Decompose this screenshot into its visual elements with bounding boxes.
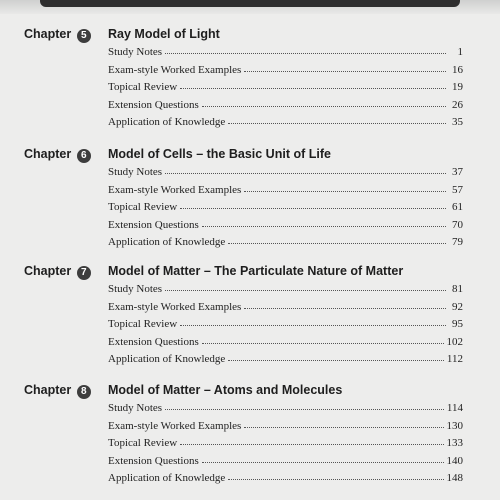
dot-leader xyxy=(228,123,446,124)
chapter-number-badge: 8 xyxy=(77,385,91,399)
chapter-label xyxy=(24,263,91,280)
toc-entry-page: 19 xyxy=(452,81,463,93)
dot-leader xyxy=(165,53,446,54)
chapter-label xyxy=(24,382,91,399)
chapter-number-badge: 7 xyxy=(77,266,91,280)
toc-entry-label: Application of Knowledge xyxy=(108,116,226,128)
toc-entry-label: Application of Knowledge xyxy=(108,353,226,365)
toc-entry-page: 140 xyxy=(446,454,463,467)
toc-entry-label: Extension Questions xyxy=(108,335,199,348)
toc-entry[interactable] xyxy=(108,453,463,471)
toc-entry[interactable] xyxy=(108,470,463,488)
toc-entry-label: Topical Review xyxy=(108,437,178,449)
dot-leader xyxy=(165,290,446,291)
toc-entry-page: 81 xyxy=(452,283,463,295)
dot-leader xyxy=(165,409,444,410)
toc-entry-page: 61 xyxy=(452,201,463,213)
dot-leader xyxy=(244,308,446,309)
toc-entry[interactable] xyxy=(108,400,463,418)
dot-leader xyxy=(165,173,446,174)
toc-entry-label: Extension Questions xyxy=(108,218,199,231)
toc-entry[interactable] xyxy=(108,62,463,80)
chapter-label xyxy=(24,26,91,43)
dot-leader xyxy=(228,479,443,480)
toc-entry[interactable] xyxy=(108,217,463,235)
chapter-entries xyxy=(108,400,463,488)
toc-entry-label: Exam-style Worked Examples xyxy=(108,183,242,196)
dot-leader xyxy=(202,462,444,463)
chapter-entries xyxy=(108,164,463,252)
toc-entry-page: 57 xyxy=(452,183,463,196)
dot-leader xyxy=(244,71,446,72)
toc-entry-page: 16 xyxy=(452,63,463,76)
toc-entry[interactable] xyxy=(108,164,463,182)
chapter-entries xyxy=(108,44,463,132)
chapter-number-badge: 5 xyxy=(77,29,91,43)
toc-entry-page: 26 xyxy=(452,98,463,111)
toc-entry-label: Extension Questions xyxy=(108,454,199,467)
dot-leader xyxy=(180,444,443,445)
dot-leader xyxy=(228,243,446,244)
header-bar-decoration xyxy=(40,0,460,7)
toc-entry[interactable] xyxy=(108,281,463,299)
toc-entry-page: 148 xyxy=(446,472,463,484)
chapter-word: Chapter xyxy=(24,27,72,41)
toc-entry-page: 102 xyxy=(446,335,463,348)
toc-entry-page: 79 xyxy=(452,236,463,248)
toc-entry-label: Application of Knowledge xyxy=(108,236,226,248)
dot-leader xyxy=(202,226,446,227)
dot-leader xyxy=(244,427,443,428)
toc-entry[interactable] xyxy=(108,114,463,132)
toc-entry-label: Topical Review xyxy=(108,201,178,213)
toc-entry-page: 114 xyxy=(446,402,463,414)
dot-leader xyxy=(180,325,446,326)
toc-entry[interactable] xyxy=(108,316,463,334)
chapter-title: Model of Cells – the Basic Unit of Life xyxy=(108,147,331,161)
toc-entry[interactable] xyxy=(108,334,463,352)
toc-entry-label: Exam-style Worked Examples xyxy=(108,63,242,76)
toc-entry[interactable] xyxy=(108,299,463,317)
chapter-word: Chapter xyxy=(24,264,72,278)
dot-leader xyxy=(244,191,446,192)
toc-entry-label: Application of Knowledge xyxy=(108,472,226,484)
chapter-label xyxy=(24,146,91,163)
chapter-word: Chapter xyxy=(24,147,72,161)
toc-entry-label: Study Notes xyxy=(108,46,163,58)
toc-entry-page: 92 xyxy=(452,300,463,313)
dot-leader xyxy=(228,360,444,361)
toc-entry[interactable] xyxy=(108,435,463,453)
chapter-title: Model of Matter – Atoms and Molecules xyxy=(108,383,343,397)
toc-entry-page: 35 xyxy=(452,116,463,128)
chapter-title: Model of Matter – The Particulate Nature of Matter xyxy=(108,264,404,278)
toc-entry-page: 95 xyxy=(452,318,463,330)
toc-entry[interactable] xyxy=(108,182,463,200)
dot-leader xyxy=(202,106,446,107)
toc-entry-page: 1 xyxy=(457,46,463,58)
toc-entry-page: 112 xyxy=(446,353,463,365)
chapter-number-badge: 6 xyxy=(77,149,91,163)
toc-entry-page: 133 xyxy=(446,437,463,449)
toc-entry-label: Exam-style Worked Examples xyxy=(108,419,242,432)
toc-entry-label: Topical Review xyxy=(108,318,178,330)
toc-entry[interactable] xyxy=(108,44,463,62)
toc-entry-label: Exam-style Worked Examples xyxy=(108,300,242,313)
toc-entry[interactable] xyxy=(108,234,463,252)
dot-leader xyxy=(180,88,446,89)
toc-entry[interactable] xyxy=(108,418,463,436)
toc-entry-label: Extension Questions xyxy=(108,98,199,111)
toc-entry[interactable] xyxy=(108,351,463,369)
toc-entry-label: Study Notes xyxy=(108,402,163,414)
chapter-title: Ray Model of Light xyxy=(108,27,220,41)
toc-entry-page: 37 xyxy=(452,166,463,178)
chapter-entries xyxy=(108,281,463,369)
toc-entry-label: Study Notes xyxy=(108,166,163,178)
toc-entry-label: Study Notes xyxy=(108,283,163,295)
toc-entry-label: Topical Review xyxy=(108,81,178,93)
toc-entry[interactable] xyxy=(108,97,463,115)
toc-entry[interactable] xyxy=(108,79,463,97)
toc-entry-page: 130 xyxy=(446,419,463,432)
chapter-word: Chapter xyxy=(24,383,72,397)
toc-entry-page: 70 xyxy=(452,218,463,231)
dot-leader xyxy=(202,343,444,344)
dot-leader xyxy=(180,208,446,209)
toc-entry[interactable] xyxy=(108,199,463,217)
